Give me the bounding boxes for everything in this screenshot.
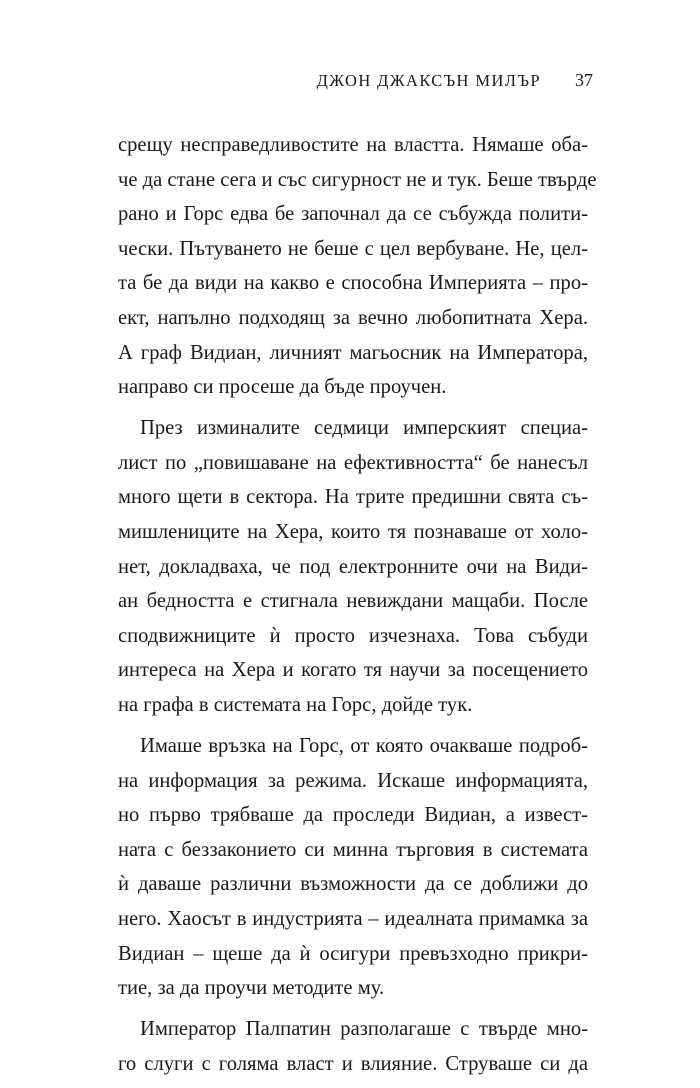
text-line: сподвижниците ѝ просто изчезнаха. Това събуди [118,624,588,647]
text-line: рано и Горс едва бе започнал да се събужда полити- [118,203,588,226]
text-line: интереса на Хера и когато тя научи за посещението [118,659,588,682]
running-header [317,70,593,91]
text-line: ан бедността е стигнала невиждани мащаби. После [118,590,588,613]
paragraph [118,128,597,405]
text-line: чески. Пътуването не беше с цел вербуване. Не, цел- [118,237,588,260]
text-line: много щети в сектора. На трите предишни свята съ- [118,486,588,509]
author-name: ДЖОН ДЖАКСЪН МИЛЪР [316,71,541,90]
text-line: лист по „повишаване на ефективността“ бе нанесъл [118,451,588,474]
text-line: Имаше връзка на Горс, от която очакваше подроб- [140,735,588,758]
text-line: ект, напълно подходящ за вечно любопитната Хера. [118,306,588,329]
text-line: че да стане сега и със сигурност не и тук. Беше твърде [118,168,597,191]
text-line: срещу несправедливостите на властта. Нямаше оба- [118,134,588,156]
text-line: А граф Видиан, личният магьосник на Императора, [118,341,588,364]
paragraph [118,411,588,722]
text-line: него. Хаосът в индустрията – идеалната примамка за [118,908,588,931]
text-line: направо си просеше да бъде проучен. [118,376,447,399]
text-line: ѝ даваше различни възможности да се доближи до [118,873,588,896]
text-line: Император Палпатин разполагаше с твърде мно- [140,1018,588,1041]
paragraph [118,729,588,1006]
text-line: нет, докладваха, че под електронните очи на Види- [118,555,588,578]
body-text [118,128,597,1088]
text-line: ната с беззаконието си минна търговия в системата [118,838,588,861]
text-line: мишлениците на Хера, които тя познаваше от холо- [118,521,588,544]
text-line: го слуги с голяма власт и влияние. Струваше си да [118,1052,588,1075]
text-line: но първо трябваше да проследи Видиан, а извест- [118,804,588,827]
text-line: Видиан – щеше да ѝ осигури превъзходно прикри- [118,942,588,965]
text-line: на информация за режима. Искаше информацията, [118,769,588,792]
page-number: 37 [575,70,593,90]
text-line: та бе да види на какво е способна Империята – про- [118,272,588,295]
text-line: на графа в системата на Горс, дойде тук. [118,694,473,716]
text-line: тие, за да проучи методите му. [118,977,385,1000]
paragraph [118,1012,588,1081]
text-line: През изминалите седмици имперският специа- [140,417,588,440]
